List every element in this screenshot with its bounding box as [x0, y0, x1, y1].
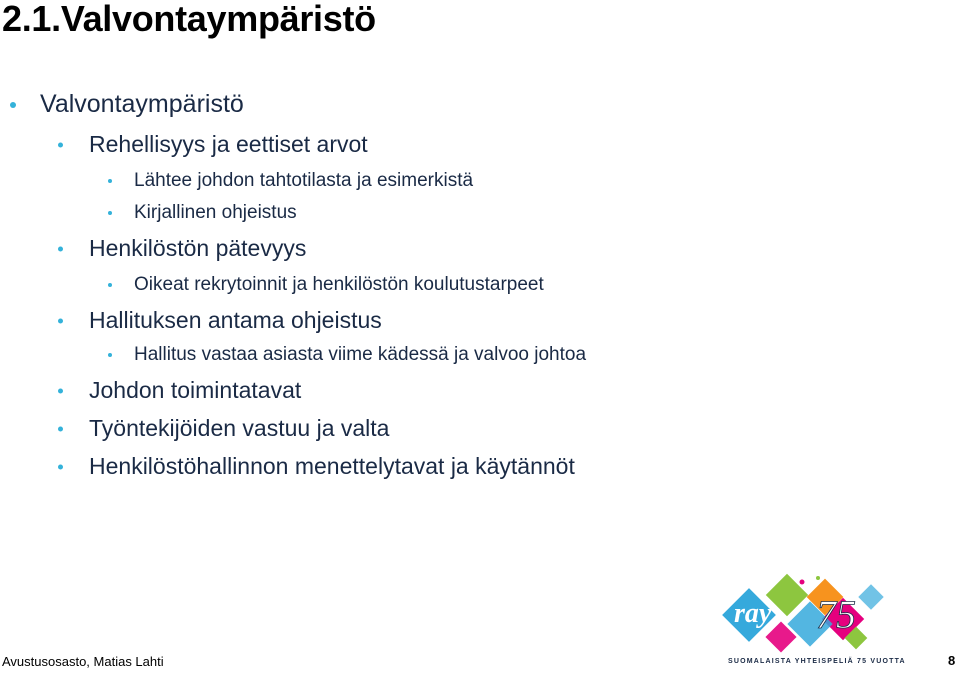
bullet-dot-icon	[58, 318, 63, 323]
bullet-item	[89, 131, 368, 158]
footer-author: Avustusosasto, Matias Lahti	[2, 654, 164, 669]
logo-dot	[800, 580, 805, 585]
logo-dot	[816, 576, 820, 580]
bullet-text: Valvontaympäristö	[40, 90, 244, 118]
bullet-text: Lähtee johdon tahtotilasta ja esimerkistä	[134, 170, 474, 191]
bullet-text: Henkilöstön pätevyys	[89, 235, 307, 261]
bullet-dot-icon	[10, 102, 16, 108]
logo-diamond-small	[858, 584, 883, 609]
bullet-dot-icon	[58, 426, 63, 431]
logo-wordmark: ray	[734, 598, 772, 629]
bullet-item	[134, 274, 544, 296]
bullet-dot-icon	[108, 179, 112, 183]
bullet-item	[134, 202, 297, 224]
bullet-item	[89, 377, 301, 404]
bullet-text: Kirjallinen ohjeistus	[134, 202, 297, 223]
bullet-dot-icon	[58, 388, 63, 393]
bullet-item	[89, 235, 306, 262]
slide-title: 2.1.Valvontaympäristö	[2, 0, 376, 39]
bullet-item	[134, 344, 586, 366]
bullet-item	[134, 170, 473, 192]
bullet-text: Hallituksen antama ohjeistus	[89, 307, 382, 333]
bullet-dot-icon	[58, 142, 63, 147]
bullet-text: Työntekijöiden vastuu ja valta	[89, 415, 390, 441]
bullet-item	[89, 415, 389, 442]
bullet-text: Rehellisyys ja eettiset arvot	[89, 131, 368, 157]
bullet-dot-icon	[108, 353, 112, 357]
bullet-dot-icon	[108, 211, 112, 215]
ray-logo-icon	[720, 570, 895, 670]
bullet-text: Oikeat rekrytoinnit ja henkilöstön koulutustarpeet	[134, 274, 544, 295]
bullet-item	[89, 453, 575, 480]
bullet-text: Hallitus vastaa asiasta viime kädessä ja valvoo johtoa	[134, 344, 587, 365]
bullet-dot-icon	[58, 246, 63, 251]
bullet-item	[89, 307, 382, 334]
page-number: 8	[948, 653, 956, 668]
bullet-text: Johdon toimintatavat	[89, 377, 302, 403]
bullet-dot-icon	[108, 283, 112, 287]
bullet-text: Henkilöstöhallinnon menettelytavat ja käytännöt	[89, 453, 575, 479]
logo-tagline: SUOMALAISTA YHTEISPELIÄ 75 VUOTTA	[728, 658, 906, 665]
bullet-item	[40, 90, 244, 119]
logo-anniversary: 75	[816, 592, 856, 637]
ray-75-logo	[720, 570, 895, 670]
bullet-dot-icon	[58, 464, 63, 469]
